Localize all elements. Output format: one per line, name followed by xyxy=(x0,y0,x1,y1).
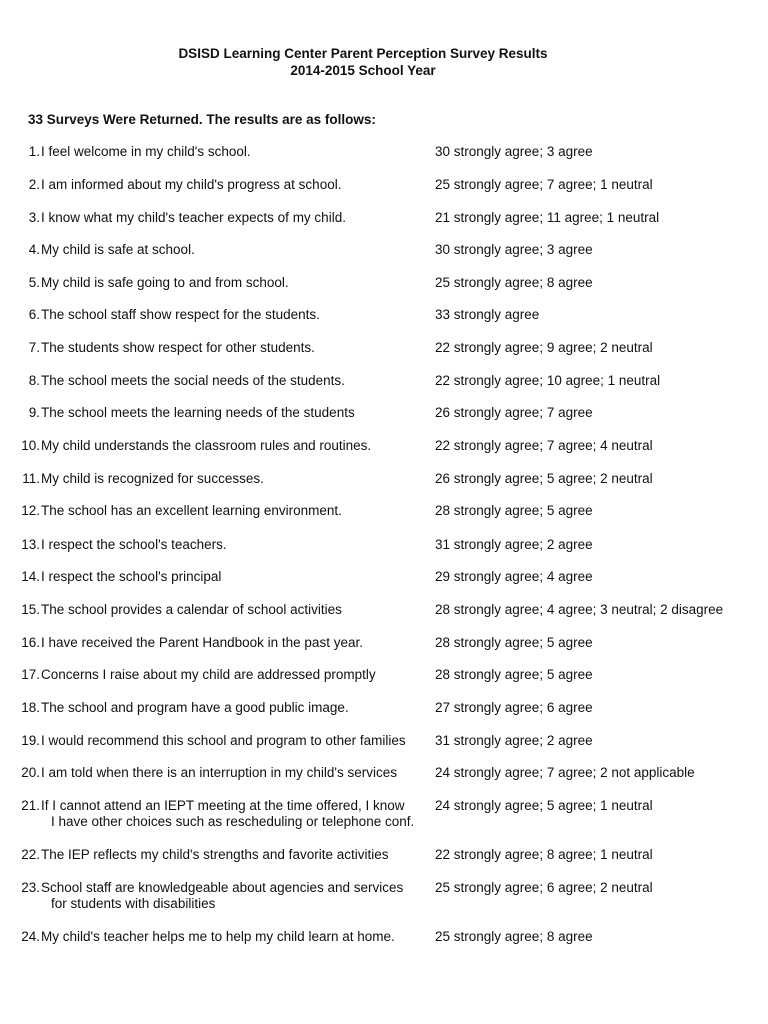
item-answer: 25 strongly agree; 6 agree; 2 neutral xyxy=(435,880,653,895)
item-answer: 30 strongly agree; 3 agree xyxy=(435,144,593,159)
item-question-line1: School staff are knowledgeable about agencies and services xyxy=(41,880,404,895)
item-answer: 22 strongly agree; 9 agree; 2 neutral xyxy=(435,340,653,355)
item-number: 9. xyxy=(28,405,40,420)
item-answer: 22 strongly agree; 10 agree; 1 neutral xyxy=(435,373,661,388)
item-answer: 25 strongly agree; 8 agree xyxy=(435,275,593,290)
item-number: 17. xyxy=(21,667,40,682)
item-question: The school meets the social needs of the students. xyxy=(41,373,345,388)
item-number: 11. xyxy=(22,471,40,486)
item-number: 21. xyxy=(21,798,40,813)
item-question xyxy=(41,880,431,912)
item-question: My child's teacher helps me to help my child learn at home. xyxy=(41,929,395,944)
item-answer: 28 strongly agree; 5 agree xyxy=(435,635,593,650)
item-question: The school provides a calendar of school activities xyxy=(41,602,342,617)
item-question: Concerns I raise about my child are addressed promptly xyxy=(41,667,376,682)
item-number: 7. xyxy=(28,340,40,355)
item-number: 15. xyxy=(21,602,40,617)
item-number: 18. xyxy=(21,700,40,715)
item-question: I am informed about my child's progress at school. xyxy=(41,177,342,192)
item-number: 20. xyxy=(21,765,40,780)
item-question: The school staff show respect for the students. xyxy=(41,307,320,322)
item-number: 24. xyxy=(21,929,40,944)
item-question: I have received the Parent Handbook in the past year. xyxy=(41,635,363,650)
item-number: 19. xyxy=(21,733,40,748)
item-number: 13. xyxy=(21,537,40,552)
item-number: 14. xyxy=(21,569,40,584)
item-answer: 22 strongly agree; 8 agree; 1 neutral xyxy=(435,847,653,862)
item-question: My child is safe going to and from school. xyxy=(41,275,289,290)
item-number: 10. xyxy=(21,438,40,453)
item-question: I feel welcome in my child's school. xyxy=(41,144,251,159)
item-question: The school meets the learning needs of the students xyxy=(41,405,355,420)
item-answer: 29 strongly agree; 4 agree xyxy=(435,569,593,584)
item-number: 5. xyxy=(28,275,40,290)
item-question: The students show respect for other students. xyxy=(41,340,315,355)
item-answer: 25 strongly agree; 8 agree xyxy=(435,929,593,944)
item-question: I know what my child's teacher expects of my child. xyxy=(41,210,346,225)
item-answer: 33 strongly agree xyxy=(435,307,540,322)
item-answer: 27 strongly agree; 6 agree xyxy=(435,700,593,715)
item-answer: 31 strongly agree; 2 agree xyxy=(435,733,593,748)
item-question: My child understands the classroom rules and routines. xyxy=(41,438,372,453)
item-question-line2: I have other choices such as rescheduling or telephone conf. xyxy=(51,814,415,829)
item-answer: 25 strongly agree; 7 agree; 1 neutral xyxy=(435,177,653,192)
item-number: 6. xyxy=(28,307,40,322)
item-answer: 24 strongly agree; 5 agree; 1 neutral xyxy=(435,798,653,813)
item-number: 23. xyxy=(21,880,40,895)
item-answer: 26 strongly agree; 5 agree; 2 neutral xyxy=(435,471,653,486)
item-question: The school and program have a good public image. xyxy=(41,700,349,715)
item-question: I respect the school's principal xyxy=(41,569,222,584)
document-subtitle: 2014-2015 School Year xyxy=(290,63,436,78)
item-answer: 30 strongly agree; 3 agree xyxy=(435,242,593,257)
item-number: 1. xyxy=(28,144,40,159)
document-title: DSISD Learning Center Parent Perception Survey Results xyxy=(178,46,548,61)
item-question-line1: If I cannot attend an IEPT meeting at the time offered, I know xyxy=(41,798,405,813)
item-question-line2: for students with disabilities xyxy=(51,896,216,911)
item-answer: 24 strongly agree; 7 agree; 2 not applicable xyxy=(435,765,695,780)
item-question: My child is recognized for successes. xyxy=(41,471,264,486)
item-question: The IEP reflects my child's strengths and favorite activities xyxy=(41,847,389,862)
item-number: 12. xyxy=(21,503,40,518)
item-number: 16. xyxy=(21,635,40,650)
item-question xyxy=(41,798,431,830)
item-answer: 31 strongly agree; 2 agree xyxy=(435,537,593,552)
item-answer: 28 strongly agree; 5 agree xyxy=(435,667,593,682)
intro-text: 33 Surveys Were Returned. The results are as follows: xyxy=(28,112,376,127)
item-question: I respect the school's teachers. xyxy=(41,537,227,552)
item-number: 4. xyxy=(28,242,40,257)
item-answer: 28 strongly agree; 5 agree xyxy=(435,503,593,518)
item-answer: 26 strongly agree; 7 agree xyxy=(435,405,593,420)
item-number: 3. xyxy=(28,210,40,225)
item-answer: 21 strongly agree; 11 agree; 1 neutral xyxy=(435,210,660,225)
item-number: 8. xyxy=(28,373,40,388)
item-number: 22. xyxy=(21,847,40,862)
item-answer: 28 strongly agree; 4 agree; 3 neutral; 2 disagree xyxy=(435,602,724,617)
item-question: The school has an excellent learning environment. xyxy=(41,503,342,518)
item-answer: 22 strongly agree; 7 agree; 4 neutral xyxy=(435,438,653,453)
item-question: I am told when there is an interruption in my child's services xyxy=(41,765,397,780)
item-question: My child is safe at school. xyxy=(41,242,195,257)
item-question: I would recommend this school and program to other families xyxy=(41,733,406,748)
item-number: 2. xyxy=(28,177,40,192)
